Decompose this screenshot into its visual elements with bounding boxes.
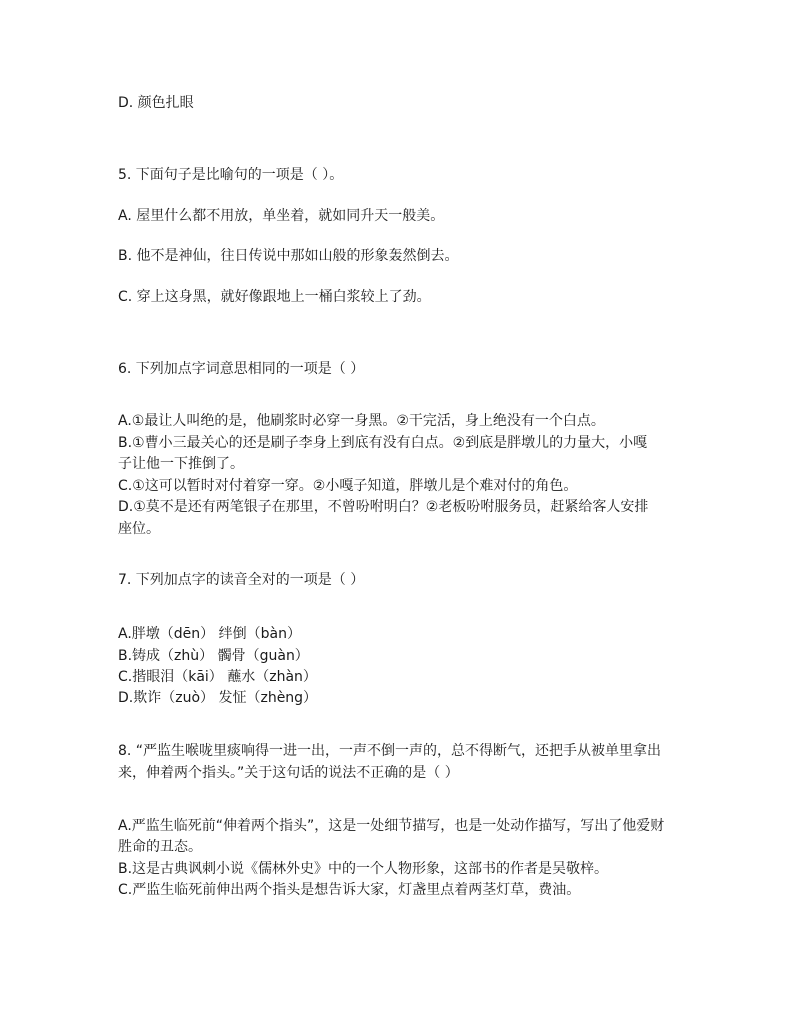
q6-line-d2: 座位。: [118, 521, 160, 537]
q5-stem: 5. 下面句子是比喻句的一项是（ ）。: [118, 167, 344, 183]
q7-option-a: A.胖墩（dēn） 绊倒（bàn）: [118, 626, 301, 642]
q6-line-b1: B.①曹小三最关心的还是刷子李身上到底有没有白点。②到底是胖墩儿的力量大，小嘎: [118, 435, 648, 451]
q7-option-b: B.铸成（zhù） 髑骨（guàn）: [118, 648, 309, 664]
q5-option-c: C. 穿上这身黑，就好像跟地上一桶白浆较上了劲。: [118, 289, 431, 305]
q8-line-a2: 胜命的丑态。: [118, 839, 202, 855]
q7-stem: 7. 下列加点字的读音全对的一项是（ ）: [118, 572, 365, 588]
q8-line-a1: A.严监生临死前“伸着两个指头”，这是一处细节描写，也是一处动作描写，写出了他爱财: [118, 818, 665, 834]
q6-line-c: C.①这可以暂时对付着穿一穿。②小嘎子知道，胖墩儿是个难对付的角色。: [118, 478, 578, 494]
q6-stem: 6. 下列加点字词意思相同的一项是（ ）: [118, 361, 365, 377]
q6-line-d1: D.①莫不是还有两笔银子在那里，不曾吩咐明白？②老板吩咐服务员，赶紧给客人安排: [118, 499, 649, 515]
q8-line-b: B.这是古典讽刺小说《儒林外史》中的一个人物形象，这部书的作者是吴敬梓。: [118, 861, 609, 877]
q5-option-b: B. 他不是神仙，往日传说中那如山般的形象轰然倒去。: [118, 248, 459, 264]
q7-option-d: D.欺诈（zuò） 发怔（zhèng）: [118, 690, 318, 706]
q8-stem-2: 来，伸着两个指头。”关于这句话的说法不正确的是（ ）: [118, 765, 459, 781]
q4-option-d: D. 颜色扎眼: [118, 95, 194, 111]
q6-line-b2: 子让他一下推倒了。: [118, 456, 244, 472]
q5-option-a: A. 屋里什么都不用放，单坐着，就如同升天一般美。: [118, 208, 445, 224]
q7-option-c: C.揩眼泪（kāi） 蘸水（zhàn）: [118, 669, 317, 685]
q8-line-c: C.严监生临死前伸出两个指头是想告诉大家，灯盏里点着两茎灯草，费油。: [118, 882, 581, 898]
q6-line-a: A.①最让人叫绝的是，他刷浆时必穿一身黑。②干完活，身上绝没有一个白点。: [118, 413, 605, 429]
q8-stem-1: 8. “严监生喉咙里痰响得一进一出，一声不倒一声的，总不得断气，还把手从被单里拿出: [118, 743, 662, 759]
